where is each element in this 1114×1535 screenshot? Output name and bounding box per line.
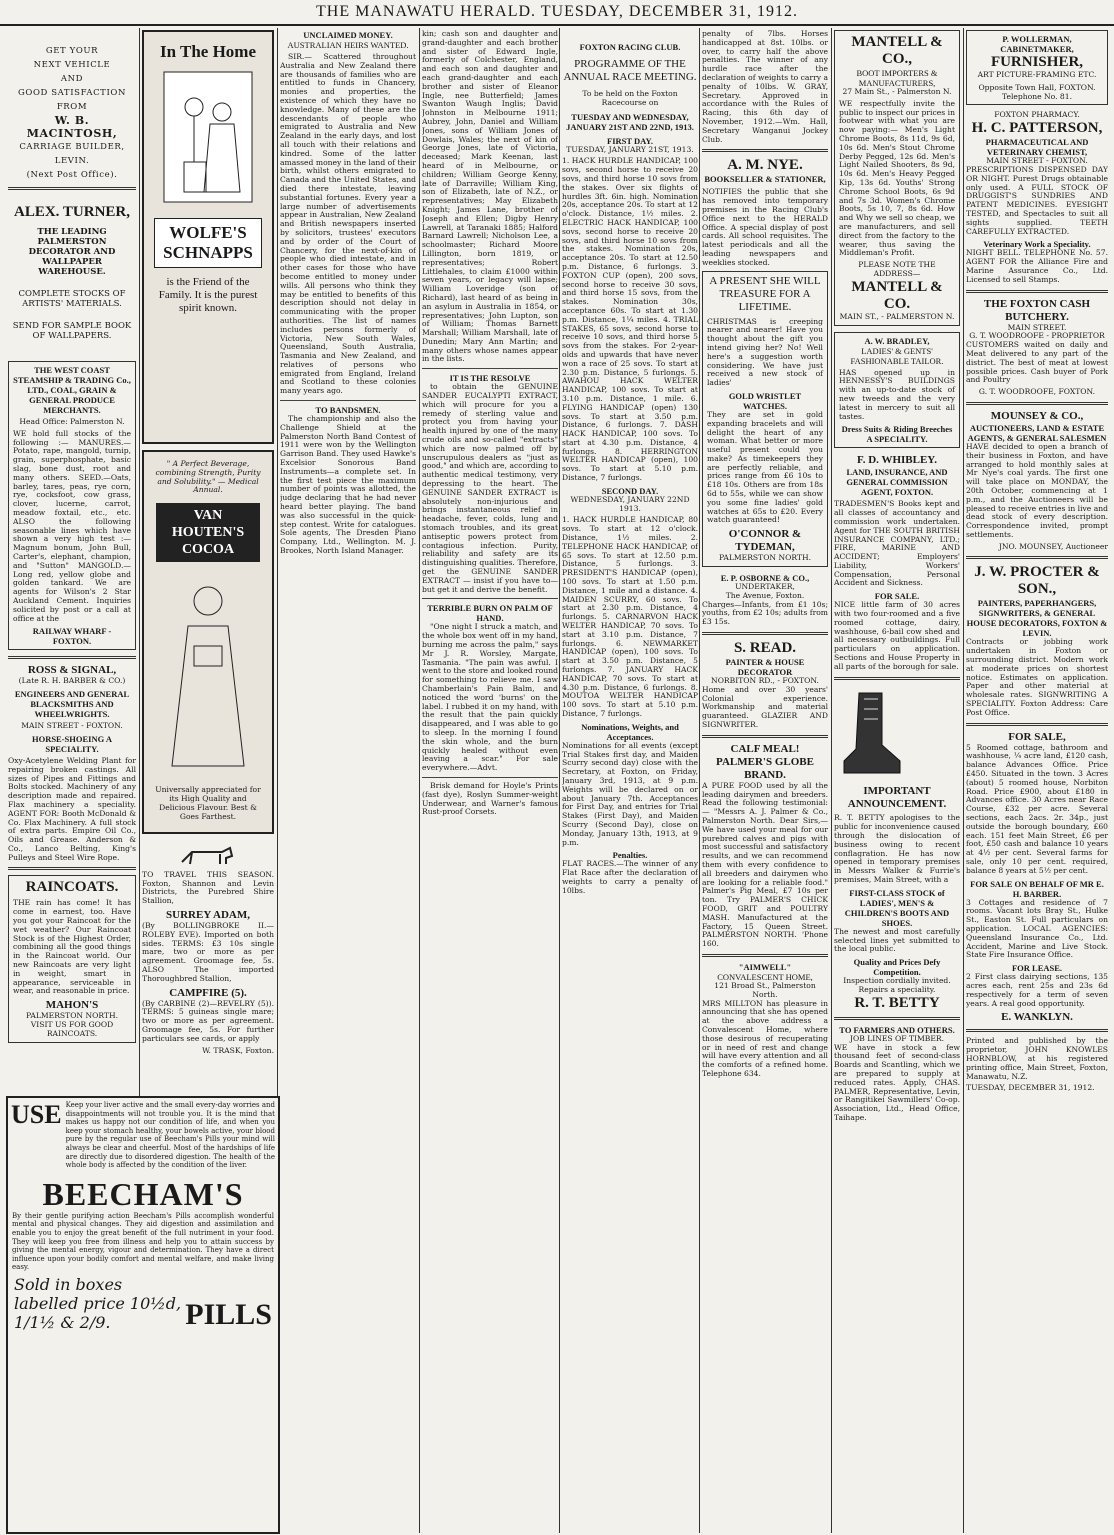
ad-body: WE respectfully invite the public to inspect our prices in footwear with what you are now paying:— Men's Light Chrome Boots, 8s 11d, 9s 6d, 10s 6d. Men's Stout Chrome Derby Pegged, 12s 6d. Men's Light Nailed Shooters, 8s 9d, 10s 6d. Men's Heavy Pegged Kip, 13s 6d. Youths' Strong Chrome School Boots, 6s 9d and 7s 3d. Women's Chrome Boots, 5s 10, 7, 8s 6d. How and Why we sell so cheap, we are manufacturers, and sell direct from the factory to the wearer, thus saving the Middleman's Profit. (839, 98, 955, 258)
ad-title: A. M. NYE. (727, 157, 803, 174)
ad-subtitle: BOOKSELLER & STATIONER, (704, 174, 826, 185)
ad-body: PRESCRIPTIONS DISPENSED DAY OR NIGHT. Purest Drugs obtainable only used. A FULL STOCK OF DRUGGIST'S SUNDRIES AND PATENT MEDICINES. EYESIGHT TESTED, and Spectacles to suit all sights supplied. TEETH CAREFULLY EXTRACTED. (966, 164, 1108, 236)
ad-line: NEXT VEHICLE (33, 60, 111, 70)
ad-phone: Telephone No. 81. (1001, 91, 1072, 101)
imprint-date: TUESDAY, DECEMBER 31, 1912. (966, 1083, 1095, 1093)
ad-body: NICE little farm of 30 acres with two four-roomed and a five roomed cottage, dairy, washhouse, 6-bail cow shed and all necessary outbuildings. Full particulars on application. Sections and House Property in all parts of the borough for sale. (834, 600, 960, 671)
ad-line: (Next Post Office). (26, 170, 118, 180)
ad-line: ART PICTURE-FRAMING ETC. (977, 70, 1097, 79)
ad-oconnor-tydeman (702, 271, 828, 568)
ad-signature: G. T. WOODROOFE, FOXTON. (978, 387, 1096, 397)
ad-subtitle: FURNISHER, (990, 54, 1084, 70)
ad-stallion-name: SURREY ADAM, (166, 908, 250, 921)
ad-line: GOOD SATISFACTION (17, 88, 127, 98)
ad-line: Veterinary Work a Speciality. (983, 239, 1091, 250)
ad-osborne (702, 573, 828, 627)
ad-title: TO FARMERS AND OTHERS. (839, 1024, 955, 1035)
ad-title: MANTELL & CO. (851, 278, 943, 312)
ad-mantell (834, 30, 960, 326)
ad-title: IMPORTANT ANNOUNCEMENT. (847, 785, 947, 811)
ad-timber (834, 1025, 960, 1123)
ad-body: Home and over 30 years' Colonial experience. Workmanship and material guaranteed. GLAZIER AND SIGNWRITER. (702, 684, 828, 730)
ad-body: Contracts or jobbing work undertaken in Foxton or surrounding district. Modern work at moderate prices on shortest notice. Estimates on application. Paper and other material at wholesale rates. SIGNWRITING A SPECIALITY. Foxton Address: Care Post Office. (966, 637, 1108, 717)
imprint: Printed and published by the proprietor, JOHN KNOWLES HORNBLOW, at his registered printing office, Main Street, Foxton, Manawatu, N.Z. (966, 1036, 1108, 1081)
ad-body: 5 Roomed cottage, bathroom and washhouse, ¼ acre land, £120 cash, balance Advances Office. Price £450. Situated in the town. 3 Acres (about) 5 roomed house, Norbiton Road. Price £900, about £180 in Advances office. 30 Acres near Race Course, £32 per acre. Several sections, each 2acs. 2r. 34p., just outside the borough boundary, £60 each. 151 feet Main Street, £6 per foot, £50 cash and balance 10 years at 4½ per cent. Several farms for sale, only 10 per cent. required, balance 8 years at 5½ per cent. (966, 742, 1108, 875)
race-day-date: TUESDAY, JANUARY 21ST, 1913. (566, 144, 694, 154)
column-rule (419, 28, 420, 1533)
race-club: FOXTON RACING CLUB. (579, 42, 681, 52)
ad-subtitle: THE LEADING PALMERSTON DECORATOR AND WALLPAPER WAREHOUSE. (28, 227, 116, 277)
ad-heading: FOR SALE ON BEHALF OF MR E. H. BARBER. (970, 878, 1104, 899)
column-6 (702, 30, 828, 1530)
ad-proprietor: G. T. WOODROOFE - PROPRIETOR (969, 331, 1105, 341)
race-day-heading: FIRST DAY. (607, 135, 653, 146)
ad-title: ALEX. TURNER, (14, 204, 130, 220)
ad-wolfes-schnapps (142, 30, 274, 444)
ad-town: PALMERSTON NORTH. (25, 1011, 119, 1021)
article-subheadline: AUSTRALIAN HEIRS WANTED. (287, 40, 409, 50)
column-4 (422, 30, 558, 1090)
ad-nye (702, 157, 828, 267)
ad-mounsey (966, 410, 1108, 552)
family-illustration (144, 62, 272, 212)
ad-address: MAIN ST., - PALMERSTON N. (839, 311, 955, 321)
ad-firm: MAHON'S (45, 999, 99, 1012)
ad-body: A PURE FOOD used by all the leading dairymen and breeders. Read the following testimonial:— "Messrs A. J. Palmer & Co., Palmerston North. Dear Sirs,—We have used your meal for our purebred calves and pigs with most successful and satisfactory results, and we can recommend them with every confidence to all breeders and dairymen who are looking for a reliable food." Palmer's Pig Meal, £7 10s per ton. Try PALMER'S CHICK FOOD, GRIT and POULTRY MASH. Manufactured at the Factory, 15 Queen Street. PALMERSTON NORTH. 'Phone 160. (702, 780, 828, 949)
ad-subtitle: PAINTER & HOUSE DECORATOR (725, 657, 805, 678)
ad-calf-meal (702, 743, 828, 949)
ad-body: They are set in gold expanding bracelets and will delight the heart of any woman. What better or more useful present could you make? As timekeepers they are perfectly reliable, and prices range from £6 10s to £18 10s. Others are from 18s 6d to 55s, while we can show you some fine ladies' gold watches at 65s to £20. Every watch guaranteed! (707, 409, 823, 525)
ad-subtitle: JOB LINES OF TIMBER. (849, 1033, 945, 1043)
ad-subtitle: AUCTIONEERS, LAND & ESTATE AGENTS, & GENERAL SALESMEN (967, 422, 1107, 443)
ad-body: CUSTOMERS waited on daily and Meat delivered to any part of the district. The best of meat at lowest possible prices. Cash buyer of Pork and Poultry (966, 340, 1108, 385)
ad-address: MAIN STREET - FOXTON. (986, 156, 1088, 166)
ad-line: LEVIN. (54, 156, 90, 166)
ad-line: VISIT US FOR GOOD RAINCOATS. (30, 1020, 114, 1038)
ad-body: The newest and most carefully selected lines yet submitted to the local public. (834, 926, 960, 954)
ad-wanklyn (966, 731, 1108, 1025)
horse-icon (142, 844, 272, 868)
ad-body: MRS MILLTON has pleasure in announcing that she has opened at the above address a Convalescent Home, where those desirous of recuperating or in need of rest and change will have every attention and all the comforts of a refined home. Telephone 634. (702, 998, 828, 1078)
ad-quote: " A Perfect Beverage, combining Strength, Purity and Solubility." — Medical Annual. (155, 459, 261, 495)
ad-body: NOTIFIES the public that she has removed into temporary premises in the Racing Club's Office next to the HERALD Office. A special display of post cards. All school requisites. The latest periodicals and all the leading newspapers and weeklies stocked. (702, 187, 828, 267)
ad-title: FOR SALE, (1008, 730, 1066, 743)
ad-product: GOLD WRISTLET WATCHES. (728, 390, 802, 411)
ad-heading: FOR LEASE. (1011, 963, 1063, 974)
column-8 (966, 30, 1108, 1530)
ad-town: PALMERSTON NORTH. (718, 553, 812, 563)
ad-heading: FOR SALE. (874, 591, 920, 602)
ad-title: A PRESENT SHE WILL TREASURE FOR A LIFETIME. (709, 274, 821, 313)
beecham-use: USE (11, 1100, 62, 1129)
article-headline: TERRIBLE BURN ON PALM OF HAND. (427, 603, 553, 624)
ad-line: PLEASE NOTE THE ADDRESS— (858, 260, 936, 278)
article-body: to obtain the GENUINE SANDER EUCALYPTI EXTRACT, which will procure for you a remedy of sterling value and protect you from having your health injured by one of the many crude oils and so-called "extracts" which are now palmed off by unscrupulous dealers as "just as good," and which are, according to authentic medical testimony, very depressing to the heart. The GENUINE SANDER EXTRACT is absolutely non-injurious and brings instantaneous relief in headache, fever, colds, lung and stomach troubles, and its great antiseptic powers protect from contagious infection. Purity, reliability and safety are its distinguishing qualities. Therefore, get the GENUINE SANDER EXTRACT — insist if you have to—but get it and derive the benefit. (422, 382, 558, 594)
ad-body: R. T. BETTY apologises to the public for inconvenience caused through the dislocation of business owing to recent conflagration. He has now opened in temporary premises in Messrs Walker & Furrie's premises, Main Street, with a (834, 813, 960, 885)
ad-body: 3 Cottages and residence of 7 rooms. Vacant lots Bray St., Hulke St., Easton St. Full particulars on application. LOCAL AGENCIES: Queensland Insurance Co., Ltd. Accident, Marine and Live Stock. State Fire Insurance Office. (966, 897, 1108, 960)
ad-body: WE have in stock a few thousand feet of second-class Boards and Scantling, which we are prepared to supply at reduced rates. Apply, CHAS. PALMER, Representative, Levin, or Rangitikei Sawmillers' Co-op. Association, Ltd., Head Office, Taihape. (834, 1042, 960, 1122)
ad-body: THE rain has come! It has come in earnest, too. Have you got your Raincoat for the wet weather? Our Raincoat Stock is of the Highest Order, combining all the good things in the Raincoat world. Our new Raincoats are very light in weight, smart in appearance, serviceable in wear, and reasonable in price. (13, 898, 131, 996)
race-list: 1. HACK HURDLE HANDICAP, 100 sovs, second horse to receive 20 sovs, and third horse 10 sovs from the stakes. Over six flights of hurdles 3ft. 6in. high. Nomination 20s, acceptance 20s. To start at 12 o'clock. Distance, 1½ miles. 2. ELECTRIC HACK HANDICAP, 100 sovs, second horse to receive 20 sovs, and third horse 10 sovs from the stakes. Nomination 20s, acceptance 20s. To start at 12.50 p.m. Distance, 6 furlongs. 3. FOXTON CUP (open), 200 sovs, second horse to receive 30 sovs, and third horse 15 sovs, from the stakes. Nomination 30s, acceptance 60s. To start at 1.30 p.m. Distance, 1¼ miles. 4. TRIAL STAKES, 65 sovs, second horse to receive 10 sovs, and third horse 5 sovs from the stakes. For 2-year-olds and upwards that have never won a race of 25 sovs. To start at 2.30 p.m. Distance, 5 furlongs. 5. AWAHOU HACK WELTER HANDICAP, 100 sovs. To start at 3.10 p.m. Distance, 1 mile. 6. FLYING HANDICAP (open) 130 sovs. To start at 3.50 p.m. Distance, 6 furlongs. 7. DASH HACK HANDICAP, 100 sovs. To start at 4.30 p.m. Distance, 4 furlongs. 8. HERRINGTON WELTER HANDICAP (open), 100 sovs. To start at 5.10 p.m. Distance, 7 furlongs. (562, 156, 698, 483)
ad-read (702, 640, 828, 730)
race-section-heading: Nominations, Weights, and Acceptances. (581, 721, 679, 742)
ad-brand: WOLFE'S SCHNAPPS (154, 218, 262, 268)
ad-address: 27 Main St., - Palmerston N. (842, 87, 952, 96)
ad-line: FROM (56, 102, 88, 112)
ad-address: NORBITON RD., - FOXTON. (711, 676, 819, 686)
masthead: THE MANAWATU HERALD. TUESDAY, DECEMBER 31, 1912. (0, 0, 1114, 26)
ad-betty (834, 685, 960, 1012)
column-7 (834, 30, 960, 1530)
ad-body: TO TRAVEL THIS SEASON. Foxton, Shannon and Levin Districts, the Purebred Shire Stallion, (142, 869, 274, 906)
ad-address: 121 Broad St., Palmerston North. (714, 980, 816, 999)
ad-ross-signal (8, 664, 136, 862)
ad-title: CALF MEAL! PALMER'S GLOBE BRAND. (716, 742, 814, 781)
ad-subtitle: LAND, INSURANCE, AND GENERAL COMMISSION AGENT, FOXTON. (846, 467, 948, 498)
article-body: The championship and also the Challenge Shield at the Palmerston North Band Contest of 1911 were won by the Wellington Garrison Band. They used Hawke's Excelsior Sonorous Band Instruments—a complete set. In the first test piece the maximum number of points was allotted, the judge declaring that he had never heard better playing. The band was also successful in the quick-step contest. Write for catalogues. Sole agents, The Dresden Piano Company, Ltd., Wellington. M. J. Brookes, North Island Manager. (280, 414, 416, 556)
ad-title: In The Home (159, 42, 257, 61)
race-section-body: FLAT RACES.—The winner of any Flat Race after the declaration of weights to carry a penalty of 10lbs. (562, 859, 698, 895)
ad-title: MOUNSEY & CO., (990, 409, 1084, 422)
ad-tagline: Universally appreciated for its High Quality and Delicious Flavour. Best & Goes Farthest. (155, 785, 261, 821)
ad-footer: RAILWAY WHARF - FOXTON. (32, 626, 112, 647)
article-body: kin; cash son and daughter and grand-daughter and each brother and sister of Edward Ingle, formerly of Colchester, England, and each son and daughter and each grand-daughter and each brother and sister of Eleanor Ingle, nee Butterfield; James Swanton Waugh Inglis; David Johnston in Melbourne 1911; Aubrey, John, Daniel and William Jones, sons of William Jones of Dowlais, Wales; the next of kin of George Jones, late of Victoria, deceased; Mark Keenan, last heard of in Melbourne, or children; William George Kenny, late of Darraville; William King, son of Elizabeth, late of N.Z., or representatives; May Elizabeth Knight; James Lane, brother of Joseph and Ellen; Digby Henry Lawrell, at Taranaki 1885; Halford Barnard Lawrell; Nicholson Lee, a schoolmaster; Richard Moore Lillington, born 1819, or representatives; Robert Littlehales, to claim £1000 within seven years, or legacy will lapse; William Loveridge (son of Richard), last heard of as being in an asylum in Australia in 1854, or representatives; John Lupton, son of William; Thomas Barnett Marshall; William Marshall, late of Dunedin; Mary Ann Martin; and many others whose names appear in the lists. (422, 30, 558, 364)
ad-line: SEND FOR SAMPLE BOOK OF WALLPAPERS. (12, 321, 132, 341)
column-rule (559, 28, 560, 1533)
ad-product: FIRST-CLASS STOCK of LADIES', MEN'S & CHILDREN'S BOOTS AND SHOES. (844, 887, 950, 928)
race-day-heading: SECOND DAY. (601, 485, 659, 496)
ad-body: HAVE decided to open a branch of their business in Foxton, and have arranged to hold monthly sales at Mr Nye's coal yards. The first one will take place on MONDAY, the 20th October, commencing at 1 p.m., and the Auctioneers will be pleased to receive entries in live and dead stock of every description. Correspondence invited, prompt settlements. (966, 441, 1108, 539)
ad-address: The Avenue, Foxton. (725, 590, 805, 600)
race-day-date: WEDNESDAY, JANUARY 22ND 1913. (570, 494, 690, 513)
ad-line: Head Office: Palmerston N. (19, 417, 125, 426)
column-2 (142, 30, 274, 1090)
ad-butchery (966, 298, 1108, 397)
ad-beechams (6, 1096, 280, 1534)
ad-subtitle: BOOT IMPORTERS & MANUFACTURERS, (856, 68, 938, 88)
ad-subtitle: PHARMACEUTICAL AND VETERINARY CHEMIST, (985, 137, 1089, 158)
ad-subtitle: LADIES' & GENTS' FASHIONABLE TAILOR. (850, 345, 944, 366)
ad-address: MAIN STREET. (1007, 322, 1067, 332)
ad-title: THE WEST COAST STEAMSHIP & TRADING Co., LTD., COAL, GRAIN & GENERAL PRODUCE MERCHANTS. (13, 365, 131, 415)
ad-body: Keep your liver active and the small every-day worries and disappointments will not trouble you. It is the mind that makes us happy not our condition of life, and when you keep your stomach healthy, your bowels active, your blood pure by the regular use of Beecham's Pills your mind will always be clear and cheerful. Most of the hardships of life are directly due to disordered digestion. The health of the whole body is affected by the condition of the liver. (65, 1101, 275, 1170)
article-headline: UNCLAIMED MONEY. (303, 30, 393, 40)
ad-title: F. D. WHIBLEY. (857, 454, 937, 467)
article-headline: IT IS THE RESOLVE (449, 373, 531, 384)
race-section-body: penalty of 7lbs. Horses handicapped at 8st. 10lbs. or over, to carry half the above penalties. The winner of any hurdle race after the declaration of weights to carry a penalty of 10lbs. W. GRAY, Secretary. Approved in accordance with the Rules of Racing, this 6th day of November, 1912.—Wm. Hall, Secretary Wanganui Jockey Club. (702, 30, 828, 144)
ad-firm: R. T. BETTY (854, 994, 940, 1011)
ad-body: Oxy-Acetylene Welding Plant for repairing broken castings. All sizes of Pipes and Fittings and Bolts stocked. Machinery of any description made and repaired. Flax machinery a speciality. AGENT FOR: Booth McDonald & Co. Flax Machinery. A full stock of extra parts. Empire Oil Co., Oils and Grease. Anderson & Co., Lanco Belting, King's Pulleys and Steel Wire Rope. (8, 755, 136, 862)
ad-whibley (834, 454, 960, 671)
ad-body: (By CARBINE (2)—REVELRY (5)). TERMS: 5 guineas single mare; two or more as per agreement. Groomage fee, 5s. For further particulars see cards, or apply (142, 998, 274, 1043)
column-1 (8, 30, 136, 1090)
ad-stallions (142, 844, 274, 1055)
ad-brand: VAN HOUTEN'S COCOA (156, 503, 260, 562)
race-section-body: Nominations for all events (except Trial Stakes first day, and Maiden Scurry second day) close with the Secretary, at Foxton, on Friday, January 3rd, 1913, at 9 p.m. Weights will be declared on or about January 7th. Acceptances for First Day, and entries for Trial Stakes (First Day), and Maiden Scurry (Second Day), close on Monday, January 13th, 1913, at 9 p.m. (562, 740, 698, 847)
ad-trade: ENGINEERS AND GENERAL BLACKSMITHS AND WHEELWRIGHTS. (14, 689, 130, 720)
race-section-heading: Penalties. (612, 850, 648, 861)
ad-address: MAIN STREET - FOXTON. (21, 721, 123, 731)
ad-stallion-name: CAMPFIRE (5). (169, 986, 247, 999)
ad-line: HORSE-SHOEING A SPECIALITY. (31, 733, 113, 754)
ad-procter (966, 564, 1108, 717)
ad-line: CARRIAGE BUILDER, (19, 142, 125, 152)
ad-title: ROSS & SIGNAL, (27, 664, 117, 677)
column-5 (562, 30, 698, 1530)
ad-firm: E. WANKLYN. (1001, 1011, 1073, 1024)
ad-body: Charges—Infants, from £1 10s; youths, from £2 10s; adults from £3 15s. (702, 599, 828, 627)
ad-title: "AIMWELL" (738, 961, 792, 972)
race-list: 1. HACK HURDLE HANDICAP, 80 sovs. To start at 12 o'clock. Distance, 1½ miles. 2. TELEPHONE HACK HANDICAP, of 65 sovs. To start at 12.50 p.m. Distance, 5 furlongs. 3. PRESIDENT'S HANDICAP (open), 100 sovs. To start at 1.50 p.m. Distance, 1 mile and a distance. 4. MAIDEN SCURRY, 60 sovs. To start at 2.30 p.m. Distance, 4 furlongs. 5. CARNARVON HACK WELTER HANDICAP, 70 sovs. To start at 3.10 p.m. Distance, 7 furlongs. 6. NEWMARKET HANDICAP (open), 100 sovs. To start at 3.50 p.m. Distance, 5 furlongs. 7. JANUARY HACK HANDICAP, 70 sovs. To start at 4.30 p.m. Distance, 6 furlongs. 8. MOUTOA WELTER HANDICAP 100 sovs. To start at 5.10 p.m. Distance, 7 furlongs. (562, 515, 698, 718)
ad-line: W. B. MACINTOSH, (26, 114, 118, 140)
ad-firm: O'CONNOR & TYDEMAN, (728, 528, 802, 554)
article-body: "One night I struck a match, and the whole box went off in my hand, burning me across the palm," says Mr J. R. Worsley, Margate, Tasmania. "The pain was awful. I went to the store and looked round for something to relieve me. I saw Chamberlain's Pain Balm, and noticed the word 'burns' on the label. I rubbed it on my hand, with the result that the pain quickly disappeared, and I was able to go to sleep. In the morning I found the skin whole, and the burn quickly healed without even leaving a scar." For sale everywhere.—Advt. (422, 622, 558, 773)
ad-title: A. W. BRADLEY, (864, 335, 930, 346)
ad-title: E. P. OSBORNE & CO., (720, 573, 810, 584)
ad-title: J. W. PROCTER & SON., (974, 564, 1100, 598)
column-rule (831, 28, 832, 1533)
ad-footer: Dress Suits & Riding Breeches A SPECIALITY. (841, 424, 953, 445)
ad-title: S. READ. (733, 640, 797, 657)
ad-aimwell (702, 962, 828, 1079)
ad-tagline: is the Friend of the Family. It is the purest spirit known. (158, 276, 258, 314)
ad-body: WE hold full stocks of the following :— MANURES.—Potato, rape, mangold, turnip, grain, superphosphate, basic slag, bone dust, root and many others. SEED.—Oats, barley, tares, peas, rye corn, rye, cocksfoot, cow grass, clover, lucerne, carrot, meadow foxtail, etc., etc. ALSO the following seasonable lines which have shown a very high test :— Magnum bonum, John Bull, Carter's, elephant, champion, and "Sutton" MANGOLD.—Long red, yellow globe and golden tankard. We are agents for Wilson's 2 Star Auckland Cement. Inquiries solicited by post or a call at office at the (13, 428, 131, 623)
ad-west-coast (8, 361, 136, 650)
ad-macintosh (8, 44, 136, 182)
ad-line: Quality and Prices Defy Competition. (853, 957, 941, 978)
race-programme-title: PROGRAMME OF THE ANNUAL RACE MEETING. (563, 58, 697, 83)
ad-title: MANTELL & CO., (851, 34, 943, 67)
ad-subtitle: (Late R. H. BARBER & CO.) (18, 676, 126, 686)
ad-subtitle: CABINETMAKER, (1000, 44, 1074, 54)
lady-illustration (144, 566, 272, 786)
ad-line: Inspection cordially invited. Repairs a speciality. (843, 976, 951, 995)
ad-subtitle: CONVALESCENT HOME, (717, 971, 813, 982)
ad-patterson (966, 111, 1108, 284)
ad-title: P. WOLLERMAN, (1002, 34, 1072, 44)
article-body: SIR.— Scattered throughout Australia and New Zealand there are thousands of families who are entitled to funds in Chancery, monies and properties, the existence of which they have no knowledge. Many of these are the descendants of people who emigrated to Australia and New Zealand in the early days, and lost all touch with their relations and kindred. Some of the latter amassed money in the land of their birth, whilst others emigrated to Canada and the United States, and died there intestate, leaving substantial fortunes. Every year a large number of advertisements appear in Australian, New Zealand and British newspapers inserted by solicitors, trustees' executors and by order of the Court of Chancery, for the next-of-kin of people who died intestate, and in other cases for those who have become entitled to money under wills. All persons who think they may be entitled to benefits of this description should not delay in communicating with the proper authorities. The list of names includes persons formerly of Victoria, New South Wales, Queensland, South Australia, Tasmania and New Zealand, and relatives of persons who emigrated from England, Ireland and Scotland to these colonies many years ago. (280, 52, 416, 396)
beecham-price: Sold in boxes labelled price 10½d, 1/1½ & 2/9. (14, 1274, 182, 1332)
ad-subtitle: PAINTERS, PAPERHANGERS, SIGNWRITERS, & GENERAL HOUSE DECORATORS, FOXTON & LEVIN. (966, 598, 1108, 639)
race-dates: TUESDAY AND WEDNESDAY, JANUARY 21ST AND 22ND, 1913. (566, 111, 694, 132)
ad-body: NIGHT BELL. TELEPHONE No. 57. AGENT FOR the Alliance Fire and Marine Assurance Co., Ltd. Licensed to sell Stamps. (966, 248, 1108, 284)
ad-address: Opposite Town Hall, FOXTON. (978, 82, 1096, 92)
ad-body: TRADESMEN'S Books kept and all classes of accountancy and commission work undertaken. Agent for THE SOUTH BRITISH INSURANCE COMPANY, LTD.; FIRE, MARINE AND ACCIDENT; Employers' Liability, Workers' Compensation, Personal Accident and Sickness. (834, 499, 960, 588)
ad-raincoats (8, 875, 136, 1042)
ad-wollerman (966, 30, 1108, 105)
ad-title: THE FOXTON CASH BUTCHERY. (983, 297, 1091, 323)
column-rule (699, 28, 700, 1533)
ad-line: AND (60, 74, 84, 84)
ad-signature: W. TRASK, Foxton. (202, 1045, 274, 1055)
boot-icon (834, 689, 904, 779)
ad-body: CHRISTMAS is creeping nearer and nearer! Have you thought about the gift you intend giving her? No! Well here's a suggestion worth considering. We have just received a new stock of ladies' (707, 316, 823, 388)
ad-van-houtens (142, 450, 274, 834)
beecham-brand: BEECHAM'S (42, 1175, 244, 1212)
ad-body: 2 First class dairying sections, 135 acres each, rent 25s and 23s 6d respectively for a term of seven years. A real good opportunity. (966, 972, 1108, 1008)
column-rule (963, 28, 964, 1533)
beecham-pills: PILLS (185, 1297, 272, 1331)
ad-title: RAINCOATS. (25, 879, 119, 896)
ad-subtitle: UNDERTAKER, (735, 582, 795, 592)
ad-line: COMPLETE STOCKS OF ARTISTS' MATERIALS. (18, 289, 126, 309)
beecham-footer (8, 1275, 278, 1332)
ad-line: GET YOUR (45, 46, 99, 56)
ad-body: By their gentle purifying action Beecham's Pills accomplish wonderful mental and physical changes. They aid digestion and assimilation and enable you to enjoy the great benefit of the full nutriment in your food. They will keep you free from illness and help you to attain success by giving the mental energy, vigour and determination. They have a direct influence upon your bodily comfort and mental welfare, and make living easy. (12, 1211, 274, 1272)
column-3 (280, 30, 416, 1090)
beecham-header (8, 1098, 278, 1176)
ad-body: (By BOLLINGBROKE II.—ROLEBY EVE). Imported on both sides. TERMS: £3 10s single mare, two or more as per agreement. Groomage fee, 5s. ALSO The imported Thoroughbred Stallion, (142, 920, 274, 983)
ad-signature: JNO. MOUNSEY, Auctioneer (998, 541, 1108, 551)
article-body: Brisk demand for Hoyle's Prints (fast dye), Roslyn Summer-weight Underwear, and Warner's famous Rust-proof Corsets. (422, 780, 558, 817)
race-venue: To be held on the Foxton Racecourse on (582, 89, 678, 107)
ad-title: H. C. PATTERSON, (971, 120, 1103, 137)
ad-body: HAS opened up in HENNESSY'S BUILDINGS with an up-to-date stock of new tweeds and the very latest in mercery to suit all tastes. (839, 367, 955, 421)
ad-pharmacy: FOXTON PHARMACY. (994, 110, 1080, 120)
article-headline: TO BANDSMEN. (315, 405, 381, 416)
ad-bradley (834, 332, 960, 449)
ad-turner (8, 204, 136, 341)
